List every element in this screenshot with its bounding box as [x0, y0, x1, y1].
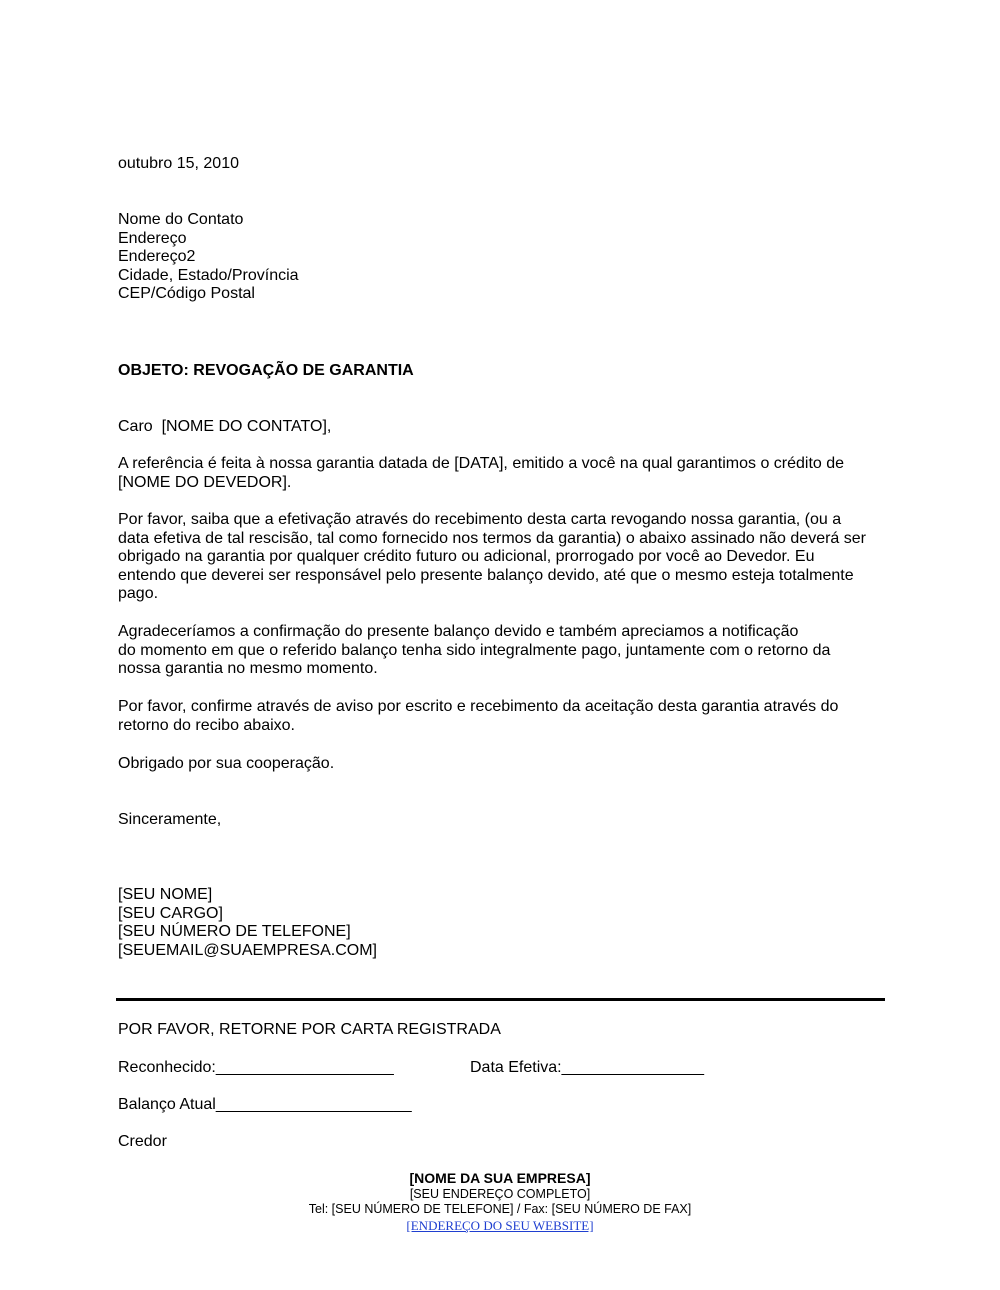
letter-thanks: Obrigado por sua cooperação. [118, 755, 335, 772]
paragraph-line: Agradeceríamos a confirmação do presente balanço devido e também apreciamos a notificação [118, 623, 799, 640]
current-balance-field: Balanço Atual______________________ [118, 1096, 412, 1113]
paragraph-receipt-request [118, 698, 838, 735]
letter-date: outubro 15, 2010 [118, 155, 239, 172]
letter-subject: OBJETO: REVOGAÇÃO DE GARANTIA [118, 362, 414, 379]
paragraph-line: data efetiva de tal rescisão, tal como fornecido nos termos da garantia) o abaixo assinado não deverá ser [118, 529, 866, 547]
paragraph-line: entendo que deverei ser responsável pelo presente balanço devido, até que o mesmo esteja totalmente [118, 566, 854, 584]
creditor-label: Credor [118, 1133, 167, 1150]
signature-title: [SEU CARGO] [118, 904, 223, 922]
footer-phone-fax: Tel: [SEU NÚMERO DE TELEFONE] / Fax: [SEU NÚMERO DE FAX] [308, 1202, 692, 1216]
paragraph-line: nossa garantia no mesmo momento. [118, 660, 378, 678]
footer-address: [SEU ENDEREÇO COMPLETO] [409, 1187, 591, 1201]
signature-phone: [SEU NÚMERO DE TELEFONE] [118, 923, 351, 941]
effective-date-field: Data Efetiva:________________ [470, 1059, 704, 1076]
paragraph-line: Por favor, saiba que a efetivação através do recebimento desta carta revogando nossa garantia, (ou a [118, 511, 842, 528]
paragraph-confirmation [118, 623, 830, 679]
paragraph-reference [118, 455, 844, 492]
paragraph-line: do momento em que o referido balanço tenha sido integralmente pago, juntamente com o retorno da [118, 641, 831, 659]
recipient-address-line-2: Endereço2 [118, 248, 196, 266]
recipient-address-line-1: Endereço [118, 229, 187, 247]
footer-company-name: [NOME DA SUA EMPRESA] [409, 1170, 591, 1186]
footer-website-link[interactable]: [ENDEREÇO DO SEU WEBSITE] [406, 1218, 594, 1233]
signature-block [118, 886, 377, 960]
signature-name: [SEU NOME] [118, 886, 213, 903]
recipient-address-block [118, 211, 299, 304]
recipient-city-state: Cidade, Estado/Província [118, 266, 299, 284]
paragraph-revocation [118, 511, 866, 604]
acknowledged-field: Reconhecido:____________________ [118, 1059, 394, 1076]
section-divider [116, 998, 885, 1001]
paragraph-line: A referência é feita à nossa garantia datada de [DATA], emitido a você na qual garantimos o crédito de [118, 455, 845, 472]
letter-salutation: Caro [NOME DO CONTATO], [118, 418, 332, 435]
paragraph-line: pago. [118, 585, 159, 603]
paragraph-line: [NOME DO DEVEDOR]. [118, 473, 292, 491]
paragraph-line: Por favor, confirme através de aviso por escrito e recebimento da aceitação desta garantia através do [118, 698, 839, 715]
paragraph-line: obrigado na garantia por qualquer crédito futuro ou adicional, prorrogado por você ao Devedor. Eu [118, 548, 815, 566]
letter-closing: Sinceramente, [118, 811, 222, 828]
recipient-name: Nome do Contato [118, 211, 244, 228]
return-instruction: POR FAVOR, RETORNE POR CARTA REGISTRADA [118, 1021, 501, 1038]
recipient-postal-code: CEP/Código Postal [118, 285, 255, 303]
signature-email: [SEUEMAIL@SUAEMPRESA.COM] [118, 941, 377, 959]
paragraph-line: retorno do recibo abaixo. [118, 716, 295, 734]
